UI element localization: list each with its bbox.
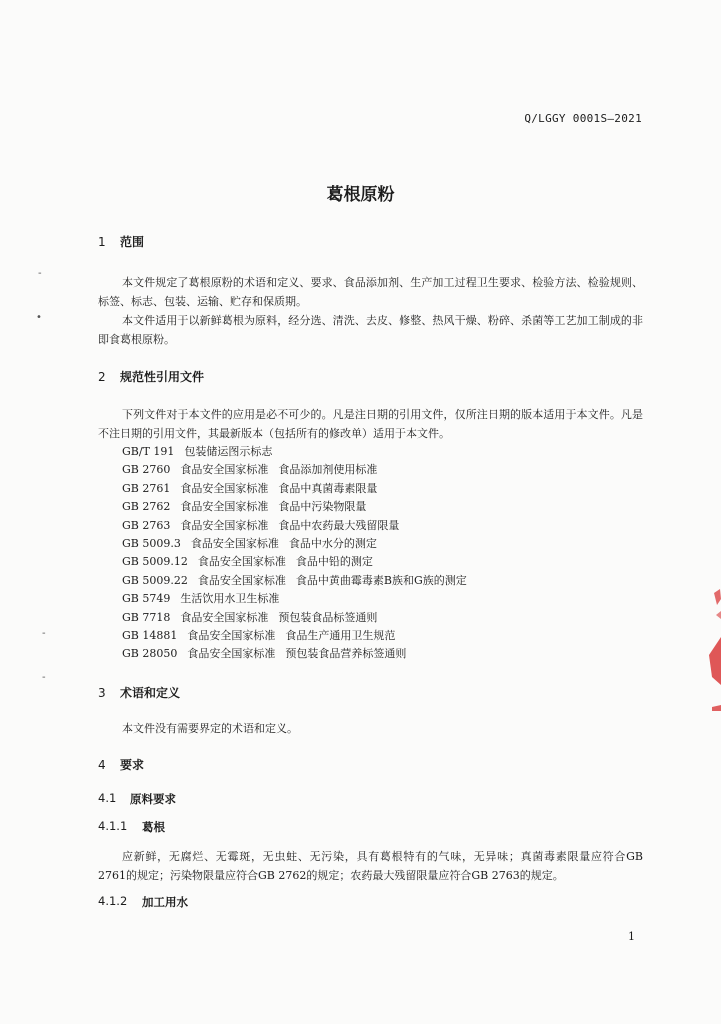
reference-code: GB 14881 xyxy=(122,628,178,642)
reference-code: GB 5749 xyxy=(122,592,171,606)
reference-item xyxy=(98,517,643,535)
reference-name: 食品中水分的测定 xyxy=(288,536,377,550)
reference-item xyxy=(98,461,643,479)
paragraph: 本文件没有需要界定的术语和定义。 xyxy=(122,721,298,735)
reference-item xyxy=(98,609,643,627)
reference-org: 食品安全国家标准 xyxy=(187,647,276,661)
reference-name: 食品中铅的测定 xyxy=(295,555,373,569)
seal-stamp-fragment xyxy=(700,585,721,715)
reference-code: GB 5009.12 xyxy=(122,555,188,569)
reference-name: 包装储运图示标志 xyxy=(184,445,273,458)
section-title: 术语和定义 xyxy=(120,685,181,700)
reference-org: 食品安全国家标准 xyxy=(187,628,276,642)
reference-item xyxy=(98,627,643,645)
reference-code: GB 7718 xyxy=(122,610,171,624)
reference-org: 食品安全国家标准 xyxy=(180,481,269,495)
reference-item xyxy=(98,535,643,553)
reference-org: 食品安全国家标准 xyxy=(190,536,279,550)
scan-mark: • xyxy=(36,312,42,323)
reference-name: 食品中农药最大残留限量 xyxy=(278,518,400,532)
reference-code: GB 2761 xyxy=(122,481,171,495)
reference-name: 预包装食品标签通则 xyxy=(278,610,378,624)
reference-item xyxy=(98,443,643,461)
subsection-4-1-1-heading xyxy=(98,819,643,835)
paragraph: 下列文件对于本文件的应用是必不可少的。凡是注日期的引用文件，仅所注日期的版本适用于本文件。凡是不注日期的引用文件，其最新版本（包括所有的修改单）适用于本文件。 xyxy=(98,408,643,440)
section-2-heading xyxy=(98,368,643,385)
reference-code: GB 2762 xyxy=(122,500,171,514)
section-title: 葛根 xyxy=(142,819,165,834)
section-title: 加工用水 xyxy=(142,894,188,909)
reference-item xyxy=(98,498,643,516)
reference-org: 食品安全国家标准 xyxy=(180,500,269,514)
scan-mark: - xyxy=(38,268,42,279)
reference-name: 生活饮用水卫生标准 xyxy=(180,592,280,606)
reference-org: 食品安全国家标准 xyxy=(197,573,286,587)
scan-mark: - xyxy=(42,628,46,639)
section-1-heading xyxy=(98,233,643,250)
page-number: 1 xyxy=(628,930,635,943)
reference-org: 食品安全国家标准 xyxy=(197,555,286,569)
reference-code: GB 28050 xyxy=(122,647,178,661)
section-3-heading xyxy=(98,684,643,701)
reference-list xyxy=(98,443,643,664)
section-title: 原料要求 xyxy=(130,791,176,806)
reference-item xyxy=(98,553,643,571)
section-number: 2 xyxy=(98,370,106,384)
section-number: 4 xyxy=(98,757,106,772)
reference-code: GB 5009.22 xyxy=(122,573,188,587)
reference-code: GB 5009.3 xyxy=(122,536,181,550)
reference-name: 食品添加剂使用标准 xyxy=(278,463,378,477)
section-number: 3 xyxy=(98,685,106,700)
section-number: 1 xyxy=(98,235,106,249)
reference-item xyxy=(98,480,643,498)
paragraph: 应新鲜，无腐烂、无霉斑，无虫蛀、无污染，具有葛根特有的气味，无异味；真菌毒素限量应符合GB 2761的规定；污染物限量应符合GB 2762的规定；农药最大残留限量应符合GB 2763的规定。 xyxy=(98,849,643,882)
reference-name: 食品生产通用卫生规范 xyxy=(285,628,396,642)
reference-name: 食品中真菌毒素限量 xyxy=(278,481,378,495)
reference-name: 食品中污染物限量 xyxy=(278,500,367,514)
document-title: 葛根原粉 xyxy=(326,185,395,205)
reference-name: 预包装食品营养标签通则 xyxy=(285,647,407,661)
reference-item xyxy=(98,590,643,608)
reference-org: 食品安全国家标准 xyxy=(180,518,269,532)
section-number: 4.1.1 xyxy=(98,818,128,833)
section-number: 4.1.2 xyxy=(98,893,128,908)
reference-org: 食品安全国家标准 xyxy=(180,610,269,624)
subsection-4-1-heading xyxy=(98,791,643,807)
paragraph: 本文件规定了葛根原粉的术语和定义、要求、食品添加剂、生产加工过程卫生要求、检验方法、检验规则、标签、标志、包装、运输、贮存和保质期。 xyxy=(98,276,643,308)
subsection-4-1-2-heading xyxy=(98,894,643,910)
reference-code: GB 2763 xyxy=(122,518,171,532)
document-body xyxy=(98,233,643,910)
scan-mark: - xyxy=(42,672,46,683)
section-4-heading xyxy=(98,756,643,773)
section-title: 规范性引用文件 xyxy=(120,370,205,384)
paragraph: 本文件适用于以新鲜葛根为原料，经分选、清洗、去皮、修整、热风干燥、粉碎、杀菌等工艺加工制成的非即食葛根原粉。 xyxy=(98,314,643,346)
reference-name: 食品中黄曲霉毒素B族和G族的测定 xyxy=(295,573,467,587)
standard-code: Q/LGGY 0001S—2021 xyxy=(524,112,642,125)
section-title: 要求 xyxy=(120,757,145,772)
reference-item xyxy=(98,572,643,590)
reference-org: 食品安全国家标准 xyxy=(180,463,269,477)
reference-code: GB 2760 xyxy=(122,463,171,477)
reference-item xyxy=(98,645,643,663)
section-number: 4.1 xyxy=(98,790,117,805)
section-title: 范围 xyxy=(120,235,145,249)
reference-code: GB/T 191 xyxy=(122,445,175,458)
